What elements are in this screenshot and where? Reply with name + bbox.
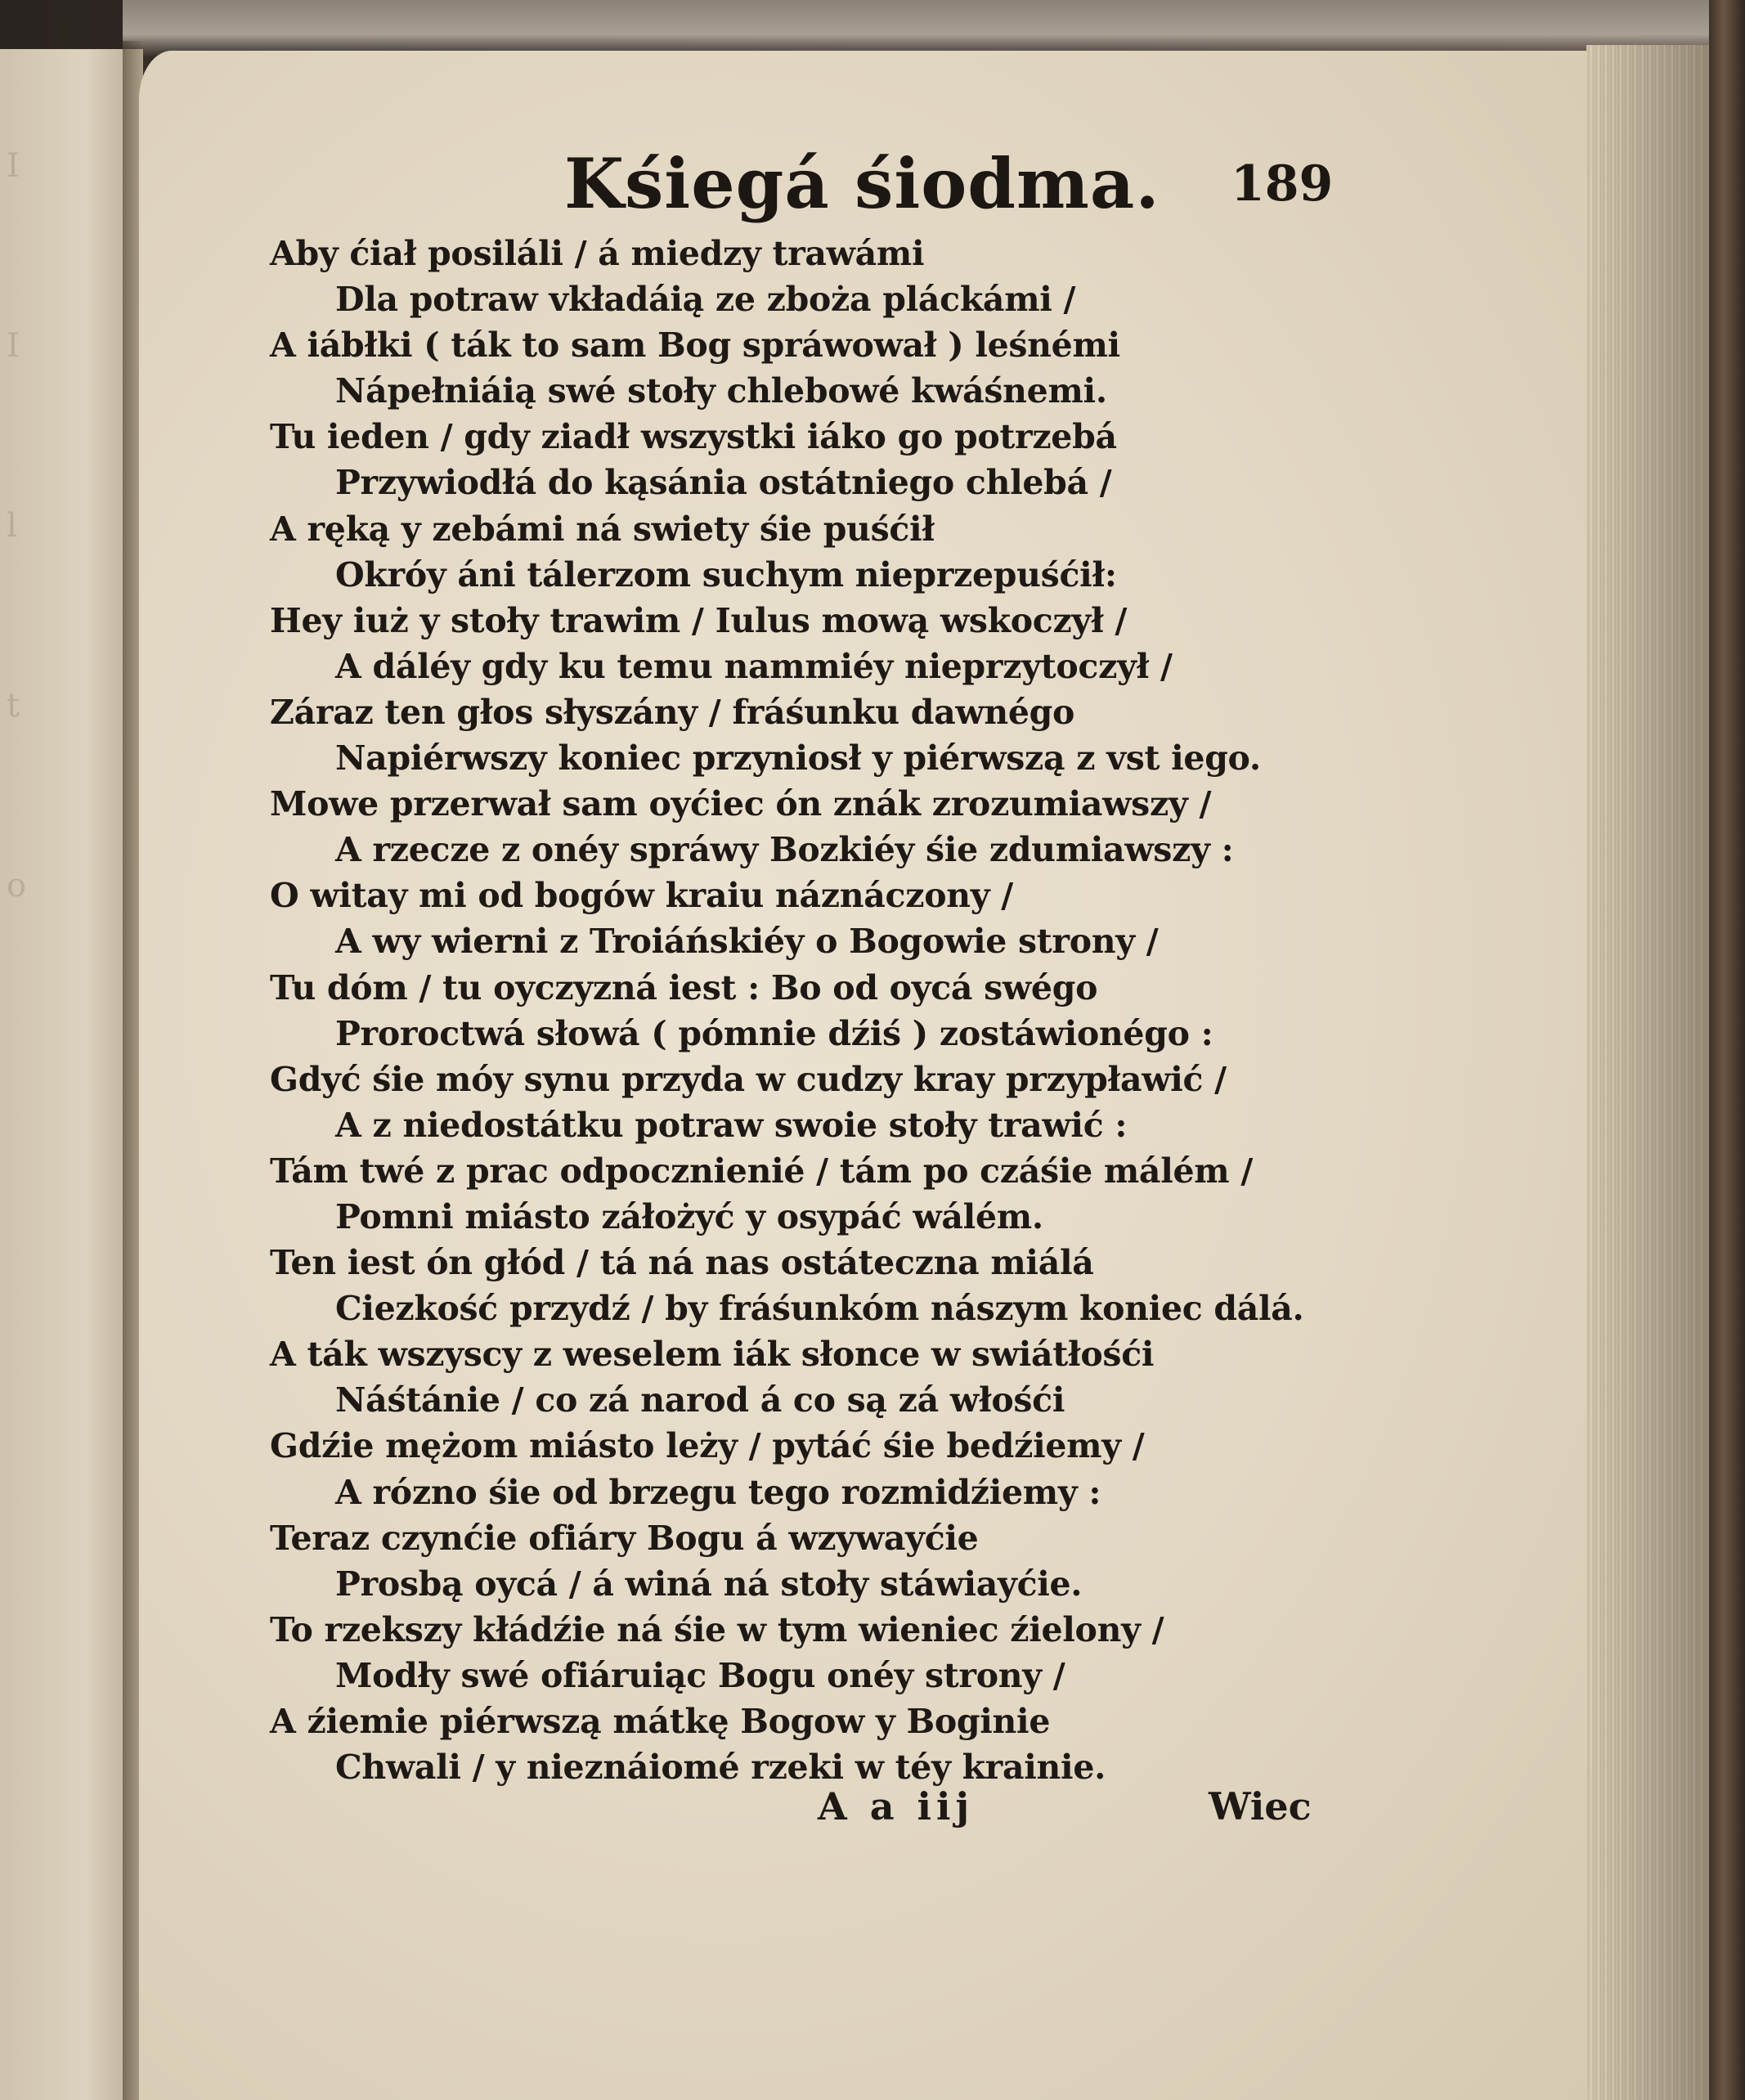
left-page-edge: [0, 49, 143, 2100]
verse-line: A wy wierni z Troiáńskiéy o Bogowie strony /: [335, 922, 1159, 962]
running-head: Kśiegá śiodma.: [564, 143, 1160, 224]
verse-line: Nápełniáią swé stoły chlebowé kwáśnemi.: [335, 371, 1107, 411]
verse-line: Modły swé ofiáruiąc Bogu onéy strony /: [335, 1655, 1065, 1695]
verse-line: O witay mi od bogów kraiu náznáczony /: [270, 876, 1013, 916]
verse-line: Mowe przerwał sam oyćiec ón znák zrozumiawszy /: [270, 784, 1212, 824]
verse-line: Przywiodłá do kąsánia ostátniego chlebá /: [335, 463, 1112, 503]
verse-line: A rzecze z onéy spráwy Bozkiéy śie zdumiawszy :: [335, 830, 1234, 870]
verse-line: A ták wszyscy z weselem iák słonce w swiátłośći: [270, 1335, 1155, 1375]
verse-line: Ciezkość przydź / by fráśunkóm nászym koniec dálá.: [335, 1289, 1304, 1329]
verse-line: Pomni miásto záłożyć y osypáć wálém.: [335, 1196, 1043, 1236]
ghost-letter: o: [7, 867, 27, 904]
ghost-letter: l: [7, 507, 17, 545]
ghost-letter: I: [7, 327, 20, 365]
verse-line: Tu ieden / gdy ziadł wszystki iáko go potrzebá: [270, 417, 1117, 457]
book-board: [1709, 0, 1745, 2100]
verse-line: Prosbą oycá / á winá ná stoły stáwiayćie.: [335, 1564, 1083, 1604]
verse-line: Proroctwá słowá ( pómnie dźiś ) zostáwionégo :: [335, 1013, 1213, 1053]
page-edges: [1586, 45, 1709, 2100]
ghost-letter: t: [7, 687, 20, 725]
verse-line: Náśtánie / co zá narod á co są zá włośći: [335, 1380, 1065, 1420]
verse-line: Záraz ten głos słyszány / fráśunku dawnégo: [270, 692, 1075, 732]
catchword: Wiec: [1209, 1784, 1312, 1829]
signature-mark: A a iij: [818, 1784, 975, 1829]
verse-line: Chwali / y nieznáiomé rzeki w téy krainie.: [335, 1748, 1106, 1788]
verse-line: A ręką y zebámi ná swiety śie puśćił: [270, 509, 935, 549]
verse-line: A źiemie piérwszą mátkę Bogow y Boginie: [270, 1702, 1051, 1741]
verse-line: A dáléy gdy ku temu nammiéy nieprzytoczył /: [335, 646, 1173, 686]
verse-line: Napiérwszy koniec przyniosł y piérwszą z vst iego.: [335, 738, 1261, 779]
verse-line: Aby ćiał posiláli / á miedzy trawámi: [270, 234, 925, 273]
verse-line: Hey iuż y stoły trawim / Iulus mową wskoczył /: [270, 600, 1128, 640]
verse-line: Tu dóm / tu oyczyzná iest : Bo od oycá swégo: [270, 967, 1098, 1007]
verse-line: Okróy áni tálerzom suchym nieprzepuśćił:: [335, 554, 1117, 595]
verse-line: Tám twé z prac odpocznienié / tám po czáśie málém /: [270, 1151, 1253, 1191]
verse-line: To rzekszy kłádźie ná śie w tym wieniec źielony /: [270, 1609, 1164, 1649]
verse-line: Teraz czynćie ofiáry Bogu á wzywayćie: [270, 1518, 979, 1558]
verse-line: A iábłki ( ták to sam Bog spráwował ) leśnémi: [270, 325, 1120, 366]
verse-line: Dla potraw vkładáią ze zboża pláckámi /: [335, 280, 1076, 320]
ghost-letter: I: [7, 147, 20, 185]
verse-text-block: [270, 231, 1304, 1790]
verse-line: Gdźie mężom miásto leży / pytáć śie bedźiemy /: [270, 1426, 1145, 1466]
verse-line: A rózno śie od brzegu tego rozmidźiemy :: [335, 1472, 1101, 1512]
verse-line: A z niedostátku potraw swoie stoły trawić :: [335, 1105, 1128, 1145]
verse-line: Ten iest ón głód / tá ná nas ostáteczna miálá: [270, 1243, 1094, 1283]
page-number: 189: [1231, 155, 1334, 213]
verse-line: Gdyć śie móy synu przyda w cudzy kray przypławić /: [270, 1059, 1227, 1099]
background-surface: [123, 0, 1745, 57]
